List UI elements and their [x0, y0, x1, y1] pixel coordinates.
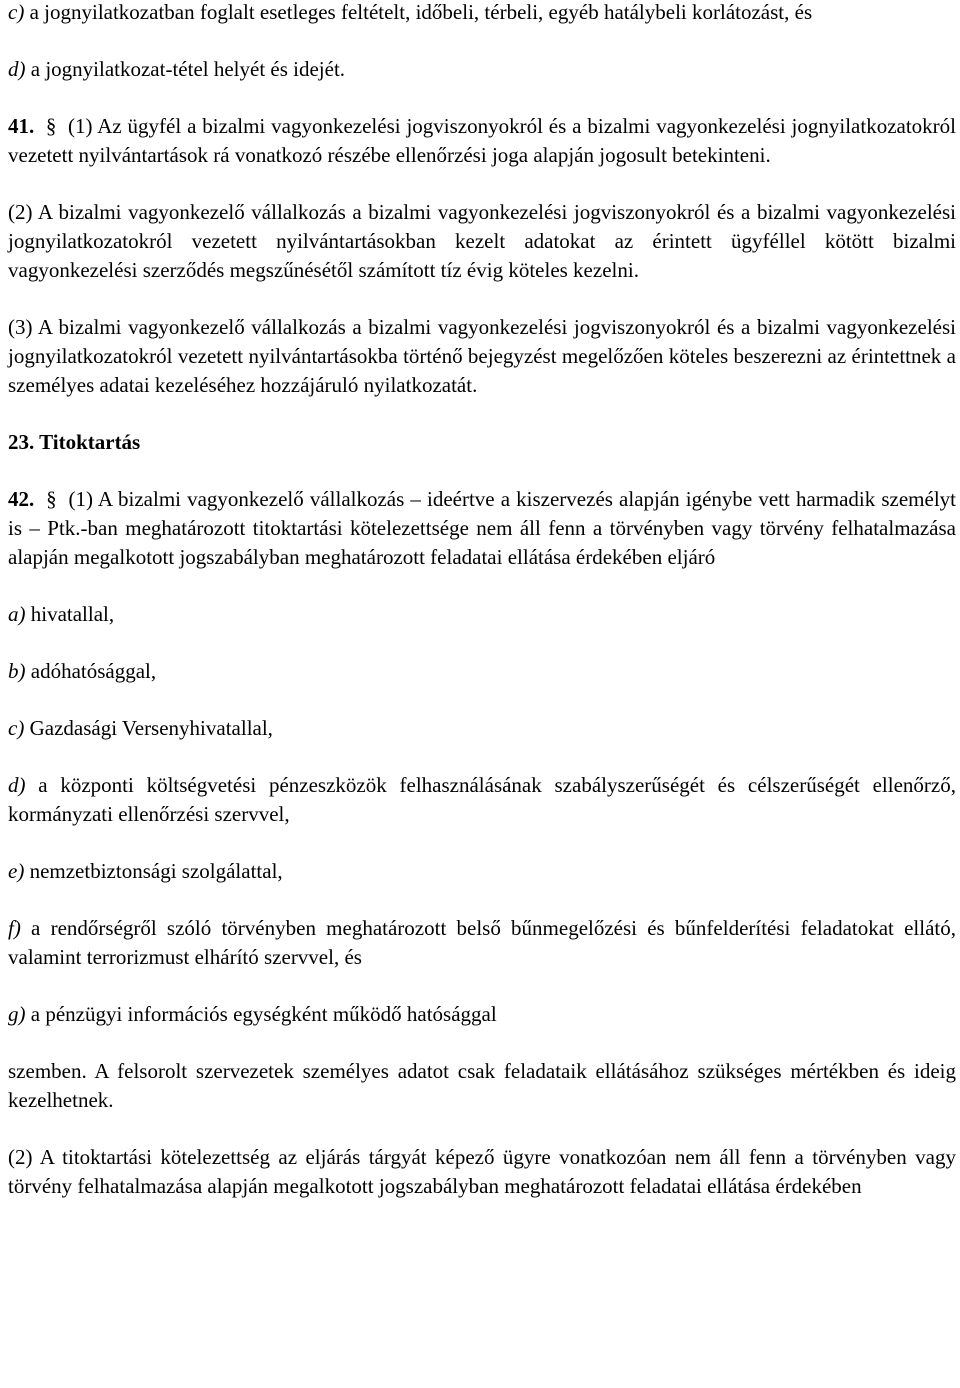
- section-41-paragraph-2: (2) A bizalmi vagyonkezelő vállalkozás a bizalmi vagyonkezelési jogviszonyokról és a bizalmi vagyonkezelési jognyilatkozatokról vezetett nyilvántartásokban kezelt adatokat az érintett ügyféllel kötött bizalmi vagyonkezelési szerződés megszűnésétől számított tíz évig köteles kezelni.: [8, 200, 956, 282]
- section-41-number: 41.: [8, 114, 35, 138]
- list-item-a-letter: a): [8, 602, 26, 626]
- item-d: [8, 55, 956, 84]
- item-c-text: a jognyilatkozatban foglalt esetleges feltételt, időbeli, térbeli, egyéb hatálybeli korlátozást, és: [24, 0, 813, 24]
- section-41-paragraph-1: [8, 112, 956, 170]
- item-c: [8, 0, 956, 27]
- list-item-d-letter: d): [8, 773, 26, 797]
- list-item-g: [8, 1000, 956, 1029]
- list-item-f-text: a rendőrségről szóló törvényben meghatározott belső bűnmegelőzési és bűnfelderítési feladatokat ellátó, valamint terrorizmust elhárító szervvel, és: [8, 916, 956, 969]
- list-item-d: [8, 771, 956, 829]
- section-42-paragraph-2: (2) A titoktartási kötelezettség az eljárás tárgyát képező ügyre vonatkozóan nem áll fenn a törvényben vagy törvény felhatalmazása alapján megalkotott jogszabályban meghatározott feladatai ellátása érdekében: [8, 1145, 956, 1198]
- list-item-c-letter: c): [8, 716, 25, 740]
- list-item-d-text: a központi költségvetési pénzeszközök felhasználásának szabályszerűségét és célszerűségét ellenőrző, kormányzati ellenőrzési szervvel,: [8, 773, 956, 826]
- section-41-sign-link[interactable]: §: [45, 114, 57, 138]
- item-c-letter: c): [8, 0, 25, 24]
- section-41-paragraph-3: (3) A bizalmi vagyonkezelő vállalkozás a bizalmi vagyonkezelési jogviszonyokról és a bizalmi vagyonkezelési jognyilatkozatokról vezetett nyilvántartásokba történő bejegyzést megelőzően köteles beszerezni az érintettnek a személyes adatai kezeléséhez hozzájáruló nyilatkozatát.: [8, 315, 956, 397]
- list-item-e-text: nemzetbiztonsági szolgálattal,: [24, 859, 283, 883]
- chapter-heading: 23. Titoktartás: [8, 430, 141, 454]
- section-41-p1-text: (1) Az ügyfél a bizalmi vagyonkezelési jogviszonyokról és a bizalmi vagyonkezelési jognyilatkozatokról vezetett nyilvántartások rá vonatkozó részébe ellenőrzési joga alapján jogosult betekinteni.: [8, 114, 956, 167]
- section-42-paragraph-1: [8, 485, 956, 572]
- section-42-sign-link[interactable]: §: [46, 487, 57, 511]
- document-page: [8, 0, 956, 1201]
- item-d-letter: d): [8, 57, 26, 81]
- list-item-b-letter: b): [8, 659, 26, 683]
- section-42-p1-text: (1) A bizalmi vagyonkezelő vállalkozás – ideértve a kiszervezés alapján igénybe vett harmadik személyt is – Ptk.-ban meghatározott titoktartási kötelezettsége nem áll fenn a törvényben vagy törvény felhatalmazása alapján megalkotott jogszabályban meghatározott feladatai ellátása érdekében eljáró: [8, 487, 957, 569]
- item-d-text: a jognyilatkozat-tétel helyét és idejét.: [25, 57, 346, 81]
- list-item-g-text: a pénzügyi információs egységként működő hatósággal: [25, 1002, 497, 1026]
- list-item-g-letter: g): [8, 1002, 26, 1026]
- section-42-closing: szemben. A felsorolt szervezetek személyes adatot csak feladataik ellátásához szükséges mértékben és ideig kezelhetnek.: [8, 1059, 956, 1112]
- list-item-e-letter: e): [8, 859, 25, 883]
- list-item-f: [8, 914, 956, 972]
- list-item-b: [8, 657, 956, 686]
- list-item-a-text: hivatallal,: [25, 602, 115, 626]
- section-42-number: 42.: [8, 487, 35, 511]
- list-item-e: [8, 857, 956, 886]
- list-item-f-letter: f): [8, 916, 21, 940]
- list-item-c-text: Gazdasági Versenyhivatallal,: [24, 716, 273, 740]
- list-item-b-text: adóhatósággal,: [25, 659, 157, 683]
- list-item-c: [8, 714, 956, 743]
- list-item-a: [8, 600, 956, 629]
